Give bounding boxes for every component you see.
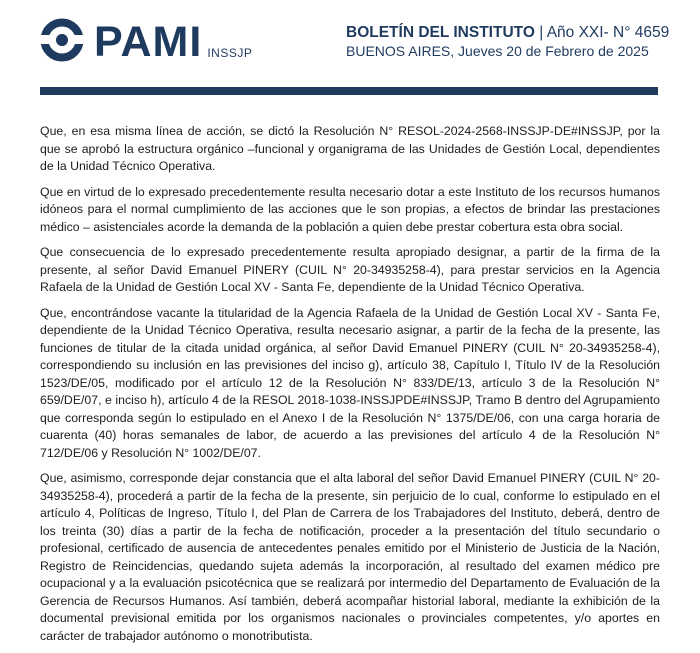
pami-logo [40, 18, 253, 66]
pami-logo-icon [40, 18, 84, 62]
logo-wordmark: PAMI [94, 18, 203, 66]
bulletin-date: Jueves 20 de Febrero de 2025 [454, 43, 649, 59]
logo-subtitle: INSSJP [207, 46, 253, 60]
paragraph: Que en virtud de lo expresado precedentemente resulta necesario dotar a este Instituto de los recursos humanos idóneos para el normal cumplimiento de las acciones que le son propias, a efectos de brindar las prestaciones médico – asistenciales acorde la demanda de la población a quien debe prestar cobertura esta obra social. [40, 184, 660, 234]
paragraph: Que consecuencia de lo expresado precedentemente resulta apropiado designar, a partir de la firma de la presente, al señor David Emanuel PINERY (CUIL N° 20-34935258-4), para prestar servicios en la Agencia Rafaela de la Unidad de Gestión Local XV - Santa Fe, dependiente de la Unidad Técnico Operativa. [40, 245, 660, 294]
paragraph: Que, encontrándose vacante la titularidad de la Agencia Rafaela de la Unidad de Gestión Local XV - Santa Fe, dependiente de la Unidad Técnico Operativa, resulta necesario asignar, a partir de la fecha de la presente, las funciones de titular de la citada unidad orgánica, al señor David Emanuel PINERY (CUIL N° 20-34935258-4), correspondiendo su inclusión en las previsiones del inciso g), artículo 38, Capítulo I, Título IV de la Resolución 1523/DE/05, modificado por el artículo 12 de la Resolución N° 833/DE/13, artículo 3 de la Resolución N° 659/DE/07, e inciso h), artículo 4 de la RESOL 2018-1038-INSSJPDE#INSSJP, Tramo B dentro del Agrupamiento que corresponda según lo estipulado en el Anexo I de la Resolución N° 1375/DE/06, con una carga horaria de cuarenta (40) horas semanales de labor, de acuerdo a las previsiones del artículo 4 de la Resolución N° 712/DE/06 y Resolución N° 1002/DE/07. [40, 305, 660, 460]
page-header [0, 0, 700, 96]
bulletin-separator: | [534, 24, 547, 41]
bulletin-location: BUENOS AIRES, [346, 43, 455, 59]
paragraph: Que, asimismo, corresponde dejar constancia que el alta laboral del señor David Emanuel PINERY (CUIL N° 20- 34935258-4), procederá a partir de la fecha de la presente, sin perjuicio de lo cual, conforme lo estipulado en el artículo 4, Políticas de Ingreso, Título I, del Plan de Carrera de los Trabajadores del Instituto, deberá, dentro de los treinta (30) días a partir de la fecha de notificación, proceder a la presentación del título secundario o profesional, certificado de ausencia de antecedentes penales emitido por el Ministerio de Justicia de la Nación, Registro de Reincidencias, quedando sujeta además la incorporación, al resultado del examen médico pre ocupacional y a la evaluación psicotécnica que se realizará por intermedio del Departamento de Evaluación de la Gerencia de Recursos Humanos. Así también, deberá acompañar historial laboral, mediante la exhibición de la documental previsional emitida por los organismos nacionales o provinciales competentes, y/o aportes en carácter de trabajador autónomo o monotributista. [40, 471, 660, 643]
bulletin-title: BOLETÍN DEL INSTITUTO [346, 24, 535, 41]
paragraph: Que, en esa misma línea de acción, se dictó la Resolución N° RESOL-2024-2568-INSSJP-DE#INSSJP, por la que se aprobó la estructura orgánico –funcional y organigrama de las Unidades de Gestión Local, dependientes de la Unidad Técnico Operativa. [40, 124, 660, 173]
bulletin-heading [346, 24, 669, 60]
header-divider [40, 87, 658, 95]
bulletin-date-line [346, 42, 669, 60]
document-body [40, 123, 660, 653]
bulletin-title-line [346, 24, 669, 42]
bulletin-issue: Año XXI- N° 4659 [546, 24, 670, 41]
